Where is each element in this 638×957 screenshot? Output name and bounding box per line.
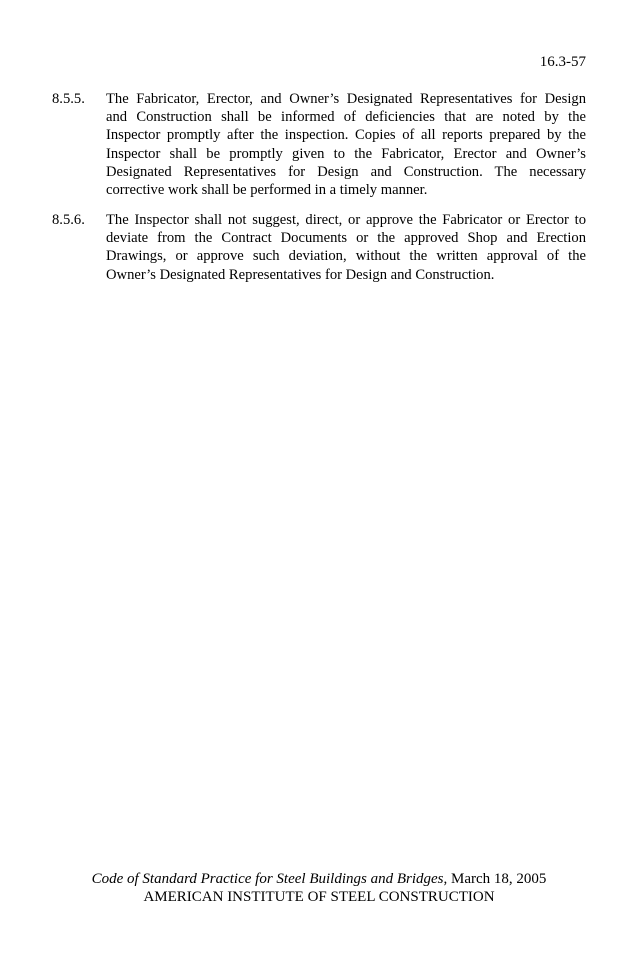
footer-date: , March 18, 2005 [443,871,547,887]
body-line: Inspector shall be promptly given to the Fabricator, Erector and Owner’s [106,145,586,162]
section-8-5-6 [52,211,586,284]
body-line: The Inspector shall not suggest, direct, or approve the Fabricator or Erector to [106,212,586,228]
body-line: corrective work shall be performed in a timely manner. [106,182,428,199]
section-number: 8.5.5. [52,91,85,107]
body-line: deviate from the Contract Documents or the approved Shop and Erection [106,230,586,247]
section-body [106,211,586,284]
section-8-5-5 [52,90,586,199]
section-number: 8.5.6. [52,212,85,228]
body-line: Designated Representatives for Design and Construction. The necessary [106,163,586,180]
body-line: Drawings, or approve such deviation, without the written approval of the [106,248,586,265]
page-number: 16.3-57 [539,54,586,70]
body-line: and Construction shall be informed of deficiencies that are noted by the [106,109,586,126]
footer-title: Code of Standard Practice for Steel Buildings and Bridges [91,871,444,887]
body-line: The Fabricator, Erector, and Owner’s Designated Representatives for Design [106,91,586,107]
section-body [106,90,586,199]
body-line: Owner’s Designated Representatives for Design and Construction. [106,266,495,283]
body-line: Inspector promptly after the inspection. Copies of all reports prepared by the [106,127,586,144]
footer-citation [0,870,638,888]
footer-organization: AMERICAN INSTITUTE OF STEEL CONSTRUCTION [143,889,495,905]
